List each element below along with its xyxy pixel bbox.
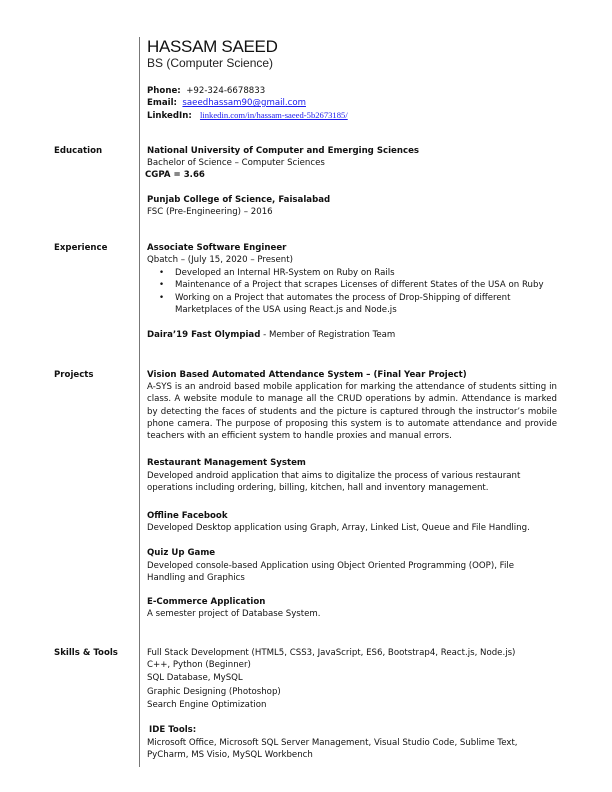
edu-gpa: CGPA = 3.66 [145,170,205,180]
activity-desc: - Member of Registration Team [260,330,396,340]
candidate-degree: BS (Computer Science) [147,56,274,70]
job-company: Qbatch – (July 15, 2020 – Present) [147,255,293,265]
phone-label: Phone: [147,86,181,96]
phone-value: +92-324-6678833 [186,86,266,96]
activity-title: Daira’19 Fast Olympiad [147,330,261,340]
email-label: Email: [147,98,177,108]
project-title: Restaurant Management System [147,458,306,468]
edu-degree: Bachelor of Science – Computer Sciences [147,158,325,168]
ide-desc: Microsoft Office, Microsoft SQL Server Management, Visual Studio Code, Sublime Text, PyCharm, MS Visio, MySQL Workbench [147,738,518,761]
section-skills: Skills & Tools [54,648,118,658]
project-desc: Developed Desktop application using Graph, Array, Linked List, Queue and File Handling. [147,523,530,533]
linkedin-line [147,110,348,121]
activity-line [147,330,395,340]
list-item: • Developed an Internal HR-System on Ruby on Rails [147,267,567,279]
project-desc: Developed android application that aims to digitalize the process of various restaurant operations including ordering, billing, kitchen, hall and inventory management. [147,471,521,494]
skill-item: C++, Python (Beginner) [147,660,251,670]
list-item: • Maintenance of a Project that scrapes Licenses of different States of the USA on Ruby [147,279,567,291]
email-link[interactable]: saeedhassam90@gmail.com [182,98,306,108]
skill-item: Full Stack Development (HTML5, CSS3, JavaScript, ES6, Bootstrap4, React.js, Node.js) [147,648,516,658]
project-title: Offline Facebook [147,511,228,521]
phone-line [147,86,265,96]
section-education: Education [54,146,103,156]
edu-school: National University of Computer and Emerging Sciences [147,146,420,156]
candidate-name: HASSAM SAEED [147,37,278,56]
project-desc: A-SYS is an android based mobile application for marking the attendance of students sitting in class. A website module to manage all the CRUD operations by admin. Attendance is marked by detecting the faces of students and the picture is captured through the instructor’s mobile phone camera. The purpose of proposing this system is to automate attendance and provide teachers with an efficient system to handle proxies and manual errors. [147,382,557,442]
skill-item: SQL Database, MySQL [147,673,243,683]
project-desc: A semester project of Database System. [147,609,321,619]
list-item: • Working on a Project that automates the process of Drop-Shipping of different Marketplaces of the USA using React.js and Node.js [147,292,535,317]
linkedin-link[interactable]: linkedin.com/in/hassam-saeed-5b2673185/ [199,110,348,120]
ide-title: IDE Tools: [149,725,197,735]
linkedin-label: LinkedIn: [147,111,192,121]
skill-item: Search Engine Optimization [147,700,267,710]
email-line [147,98,306,108]
section-projects: Projects [54,370,94,380]
project-title: E-Commerce Application [147,597,266,607]
job-title: Associate Software Engineer [147,243,287,253]
edu-school: Punjab College of Science, Faisalabad [147,195,331,205]
edu-degree: FSC (Pre-Engineering) – 2016 [147,207,273,217]
divider-line [139,37,140,767]
project-title: Quiz Up Game [147,548,216,558]
skill-item: Graphic Designing (Photoshop) [147,687,281,697]
project-desc: Developed console-based Application using Object Oriented Programming (OOP), File Handling and Graphics [147,561,515,584]
project-title: Vision Based Automated Attendance System – (Final Year Project) [147,370,467,380]
section-experience: Experience [54,243,108,253]
job-bullets [147,267,567,316]
